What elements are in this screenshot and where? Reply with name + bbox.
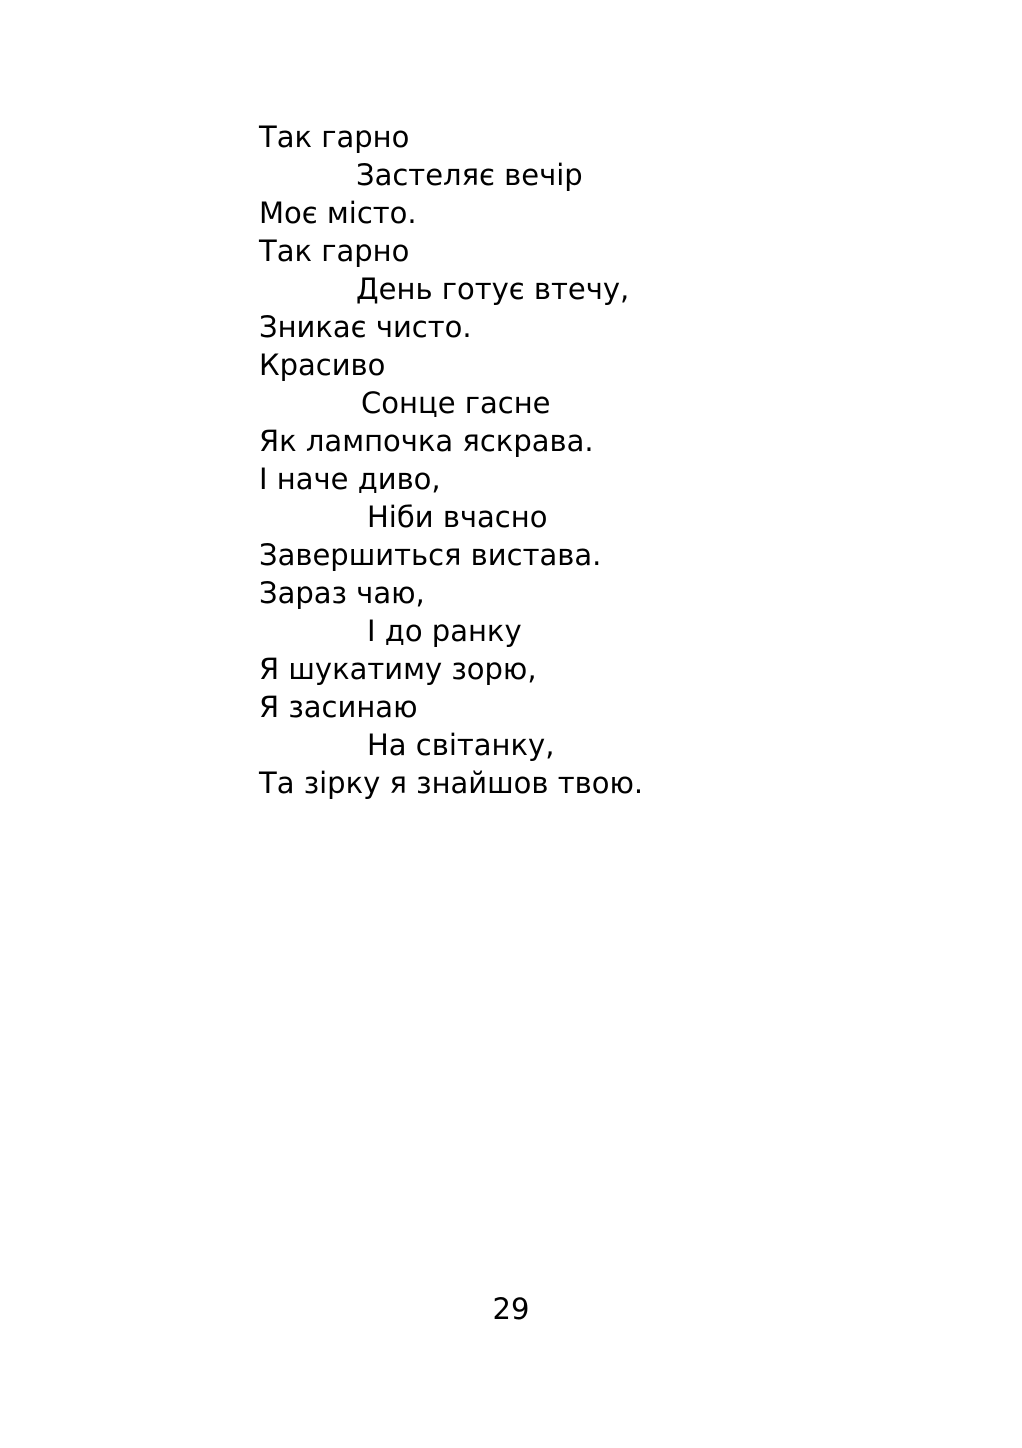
- poem-line: Зникає чисто.: [259, 310, 472, 344]
- poem-line: І до ранку: [367, 614, 522, 648]
- poem-line: Моє місто.: [259, 196, 417, 230]
- poem-line: Красиво: [259, 348, 386, 382]
- poem-line: Я шукатиму зорю,: [259, 652, 537, 686]
- poem-line: Та зірку я знайшов твою.: [259, 766, 644, 800]
- page-number: 29: [492, 1292, 530, 1326]
- poem: [259, 118, 643, 802]
- poem-line: Сонце гасне: [361, 386, 551, 420]
- poem-line: Так гарно: [259, 234, 410, 268]
- poem-line: Завершиться вистава.: [259, 538, 602, 572]
- poem-line: День готує втечу,: [356, 272, 630, 306]
- poem-line: Застеляє вечір: [356, 158, 583, 192]
- poem-line: Зараз чаю,: [259, 576, 425, 610]
- poem-line: На світанку,: [367, 728, 555, 762]
- poem-line: Так гарно: [259, 120, 410, 154]
- poem-line: Як лампочка яскрава.: [259, 424, 594, 458]
- poem-line: Я засинаю: [259, 690, 418, 724]
- poem-line: Ніби вчасно: [367, 500, 548, 534]
- poem-line: І наче диво,: [259, 462, 441, 496]
